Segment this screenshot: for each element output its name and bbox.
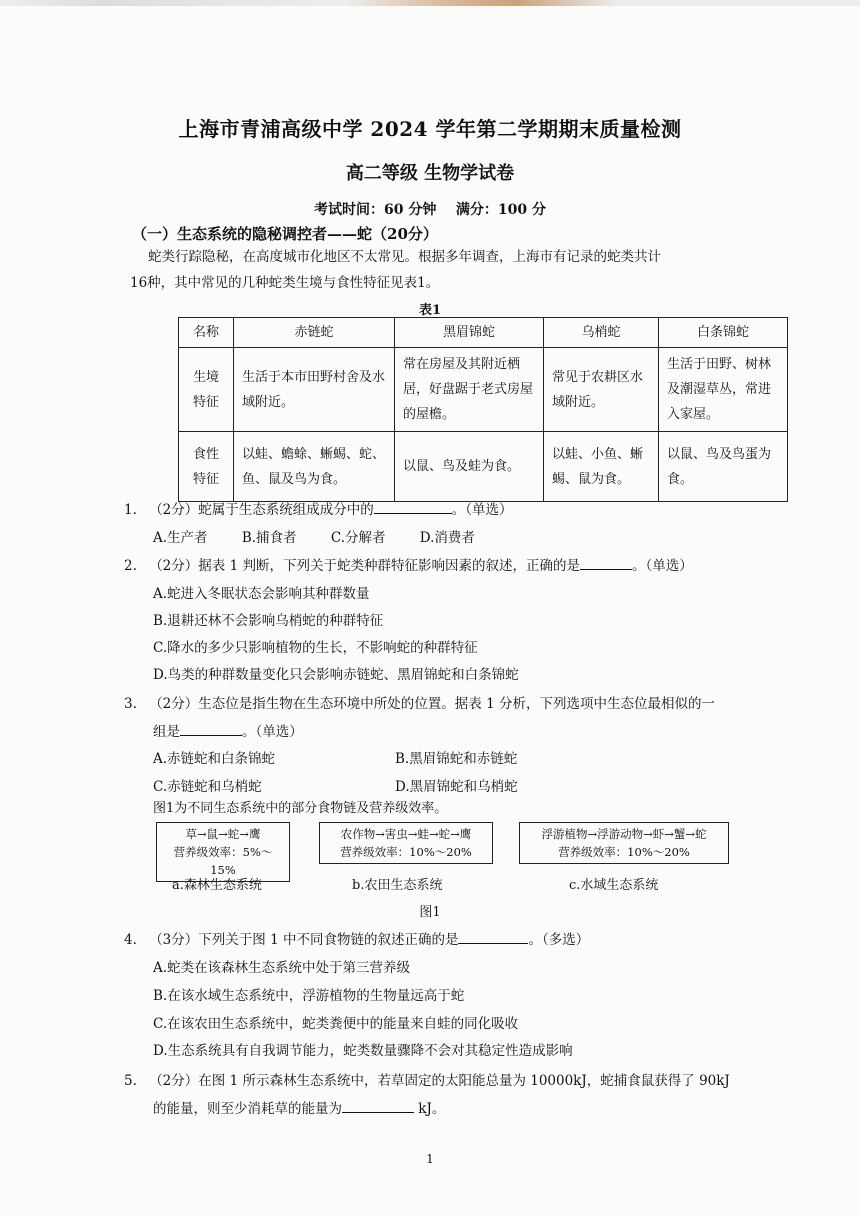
table-header-cell: 乌梢蛇 bbox=[544, 318, 659, 348]
figure-caption: 图1 bbox=[419, 905, 441, 920]
efficiency-label: 营养级效率：10%～20% bbox=[340, 845, 472, 859]
answer-blank[interactable] bbox=[580, 557, 632, 570]
table-cell: 常见于农耕区水域附近。 bbox=[544, 348, 659, 432]
question-number: 2. bbox=[124, 558, 137, 574]
question-stem: 组是 bbox=[153, 724, 180, 740]
option-c[interactable]: C.降水的多少只影响植物的生长，不影响蛇的种群特征 bbox=[153, 640, 478, 656]
snake-table bbox=[178, 317, 788, 502]
answer-blank[interactable] bbox=[458, 931, 528, 944]
question-3 bbox=[124, 692, 715, 712]
question-3-line-2 bbox=[153, 720, 303, 740]
question-stem-end: kJ。 bbox=[414, 1101, 446, 1117]
option-b[interactable]: B.黑眉锦蛇和赤链蛇 bbox=[395, 751, 518, 767]
chain-label-farmland: b.农田生态系统 bbox=[352, 878, 443, 893]
option-c[interactable]: C.赤链蛇和乌梢蛇 bbox=[153, 779, 262, 795]
option-a[interactable]: A.赤链蛇和白条锦蛇 bbox=[153, 751, 276, 767]
food-chain-box-forest bbox=[156, 822, 290, 882]
option-d[interactable]: D.鸟类的种群数量变化只会影响赤链蛇、黑眉锦蛇和白条锦蛇 bbox=[153, 667, 519, 683]
question-number: 5. bbox=[124, 1073, 137, 1089]
question-1 bbox=[124, 498, 513, 518]
table-cell: 以蛙、蟾蜍、蜥蜴、蛇、鱼、鼠及鸟为食。 bbox=[234, 432, 395, 502]
page-number: 1 bbox=[426, 1152, 434, 1166]
answer-blank[interactable] bbox=[342, 1100, 414, 1113]
question-stem-end: 。（单选） bbox=[451, 502, 513, 518]
table-header-row bbox=[179, 318, 788, 348]
table-row bbox=[179, 348, 788, 432]
food-chain-box-water bbox=[519, 822, 729, 864]
food-chain-box-farmland bbox=[319, 822, 493, 864]
option-a[interactable]: A.蛇进入冬眠状态会影响其种群数量 bbox=[153, 586, 370, 602]
question-4 bbox=[124, 928, 589, 948]
answer-blank[interactable] bbox=[374, 501, 452, 514]
question-stem: （2分）在图 1 所示森林生态系统中，若草固定的太阳能总量为 10000kJ，蛇捕食鼠获得了 90kJ bbox=[149, 1073, 730, 1089]
table-cell: 常在房屋及其附近栖居，好盘踞于老式房屋的屋檐。 bbox=[395, 348, 544, 432]
option-c[interactable]: C.在该农田生态系统中，蛇类粪便中的能量来自蛙的同化吸收 bbox=[153, 1016, 519, 1032]
table-header-cell: 名称 bbox=[179, 318, 234, 348]
exam-title: 上海市青浦高级中学 2024 学年第二学期期末质量检测 bbox=[178, 117, 682, 141]
option-d[interactable]: D.黑眉锦蛇和乌梢蛇 bbox=[395, 779, 518, 795]
efficiency-label: 营养级效率：5%～15% bbox=[173, 845, 273, 877]
food-chain: 农作物→害虫→蛙→蛇→鹰 bbox=[340, 827, 472, 841]
question-stem-end: 。（单选） bbox=[242, 724, 303, 740]
figure-intro: 图1为不同生态系统中的部分食物链及营养级效率。 bbox=[153, 801, 448, 816]
question-stem: （3分）下列关于图 1 中不同食物链的叙述正确的是 bbox=[149, 932, 459, 948]
chain-label-water: c.水域生态系统 bbox=[569, 878, 659, 893]
exam-info: 考试时间：60 分钟 满分：100 分 bbox=[314, 202, 546, 218]
question-1-options bbox=[153, 526, 573, 546]
question-number: 3. bbox=[124, 696, 137, 712]
question-number: 1. bbox=[124, 502, 137, 518]
question-stem-end: 。（多选） bbox=[528, 932, 590, 948]
table-caption: 表1 bbox=[418, 303, 442, 318]
exam-subtitle: 高二等级 生物学试卷 bbox=[345, 163, 515, 184]
table-row-label: 生境特征 bbox=[179, 348, 234, 432]
question-number: 4. bbox=[124, 932, 137, 948]
option-c[interactable]: C.分解者 bbox=[330, 530, 386, 546]
table-cell: 以鼠、鸟及鸟蛋为食。 bbox=[659, 432, 788, 502]
option-d[interactable]: D.消费者 bbox=[419, 530, 475, 546]
option-b[interactable]: B.退耕还林不会影响乌梢蛇的种群特征 bbox=[153, 613, 384, 629]
option-d[interactable]: D.生态系统具有自我调节能力，蛇类数量骤降不会对其稳定性造成影响 bbox=[153, 1043, 573, 1059]
option-b[interactable]: B.在该水域生态系统中，浮游植物的生物量远高于蛇 bbox=[153, 988, 465, 1004]
intro-line-2: 16种，其中常见的几种蛇类生境与食性特征见表1。 bbox=[130, 275, 440, 291]
intro-line-1: 蛇类行踪隐秘，在高度城市化地区不太常见。根据多年调查，上海市有记录的蛇类共计 bbox=[148, 249, 661, 265]
table-cell: 生活于田野、树林及潮湿草丛，常进入家屋。 bbox=[659, 348, 788, 432]
chain-label-forest: a.森林生态系统 bbox=[172, 878, 262, 893]
question-stem-end: 。（单选） bbox=[631, 558, 693, 574]
question-5 bbox=[124, 1069, 730, 1089]
table-cell: 以蛙、小鱼、蜥蜴、鼠为食。 bbox=[544, 432, 659, 502]
option-b[interactable]: B.捕食者 bbox=[241, 530, 297, 546]
table-row-label: 食性特征 bbox=[179, 432, 234, 502]
question-2 bbox=[124, 554, 693, 574]
section-heading: （一）生态系统的隐秘调控者——蛇（20分） bbox=[132, 225, 438, 243]
question-5-line-2 bbox=[153, 1097, 445, 1117]
option-a[interactable]: A.生产者 bbox=[153, 530, 208, 546]
efficiency-label: 营养级效率：10%～20% bbox=[558, 845, 690, 859]
table-row bbox=[179, 432, 788, 502]
table-cell: 生活于本市田野村舍及水域附近。 bbox=[234, 348, 395, 432]
table-header-cell: 黑眉锦蛇 bbox=[395, 318, 544, 348]
food-chain: 草→鼠→蛇→鹰 bbox=[185, 827, 261, 841]
food-chain: 浮游植物→浮游动物→虾→蟹→蛇 bbox=[541, 827, 707, 841]
question-stem: （2分）蛇属于生态系统组成成分中的 bbox=[149, 502, 374, 518]
table-cell: 以鼠、鸟及蛙为食。 bbox=[395, 432, 544, 502]
question-stem: （2分）据表 1 判断，下列关于蛇类种群特征影响因素的叙述，正确的是 bbox=[149, 558, 580, 574]
answer-blank[interactable] bbox=[180, 723, 242, 736]
table-header-cell: 白条锦蛇 bbox=[659, 318, 788, 348]
table-header-cell: 赤链蛇 bbox=[234, 318, 395, 348]
question-stem: 的能量，则至少消耗草的能量为 bbox=[153, 1101, 342, 1117]
scan-edge bbox=[0, 0, 860, 6]
option-a[interactable]: A.蛇类在该森林生态系统中处于第三营养级 bbox=[153, 960, 411, 976]
question-stem: （2分）生态位是指生物在生态环境中所处的位置。据表 1 分析，下列选项中生态位最相似的一 bbox=[149, 696, 715, 712]
